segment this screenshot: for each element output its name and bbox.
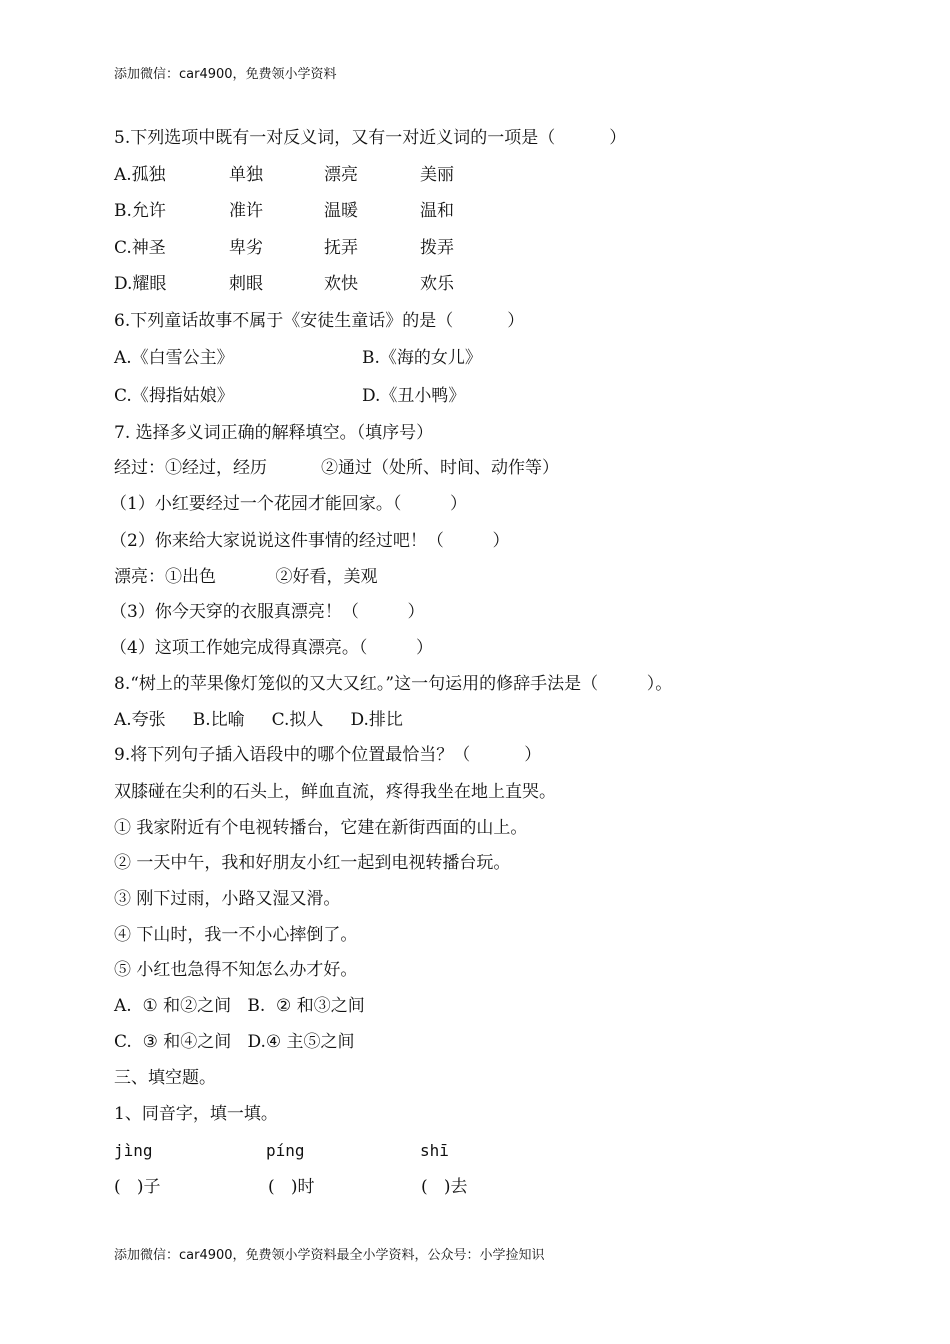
blank-jing: ( )子 <box>114 1177 161 1197</box>
q9-options-cd: C. ③ 和④之间 D.④ 主⑤之间 <box>114 1032 355 1052</box>
section-3-title: 三、填空题。 <box>114 1068 216 1088</box>
q5-option-a-word1: A.孤独 <box>114 165 166 185</box>
q6-option-d: D.《丑小鸭》 <box>362 386 466 406</box>
q5-option-d-word4: 欢乐 <box>420 274 454 294</box>
pinyin-shi: shī <box>420 1141 449 1160</box>
q5-option-c-word3: 抚弄 <box>324 238 358 258</box>
q9-item-4: ④ 下山时，我一不小心摔倒了。 <box>114 925 358 945</box>
q6-option-a: A.《白雪公主》 <box>114 348 234 368</box>
pinyin-jing: jìng <box>114 1141 153 1160</box>
q9-item-5: ⑤ 小红也急得不知怎么办才好。 <box>114 960 358 980</box>
q7-sentence-1: （1）小红要经过一个花园才能回家。（ ） <box>110 494 467 514</box>
q7-definition-jingguo: 经过：①经过，经历 ②通过（处所、时间、动作等） <box>114 458 560 478</box>
q5-option-b-word2: 准许 <box>229 201 263 221</box>
q9-stem: 9.将下列句子插入语段中的哪个位置最恰当？（ ） <box>114 745 542 765</box>
q5-option-d-word1: D.耀眼 <box>114 274 167 294</box>
q5-option-d-word2: 刺眼 <box>229 274 263 294</box>
q5-option-d-word3: 欢快 <box>324 274 358 294</box>
q6-option-c: C.《拇指姑娘》 <box>114 386 234 406</box>
blank-shi: ( )去 <box>421 1177 468 1197</box>
q5-option-c-word1: C.神圣 <box>114 238 166 258</box>
q8-stem: 8.“树上的苹果像灯笼似的又大又红。”这一句运用的修辞手法是（ ）。 <box>114 674 673 694</box>
q6-stem: 6.下列童话故事不属于《安徒生童话》的是（ ） <box>114 311 525 331</box>
q9-options-ab: A. ① 和②之间 B. ② 和③之间 <box>114 996 365 1016</box>
q5-option-a-word4: 美丽 <box>420 165 454 185</box>
q5-option-b-word4: 温和 <box>420 201 454 221</box>
page-footer-watermark: 添加微信：car4900，免费领小学资料最全小学资料，公众号：小学捡知识 <box>114 1248 545 1263</box>
q5-option-a-word2: 单独 <box>229 165 263 185</box>
q7-sentence-2: （2）你来给大家说说这件事情的经过吧！（ ） <box>110 531 510 551</box>
q5-option-c-word4: 拨弄 <box>420 238 454 258</box>
q5-stem: 5.下列选项中既有一对反义词，又有一对近义词的一项是（ ） <box>114 128 627 148</box>
q9-item-1: ① 我家附近有个电视转播台，它建在新街西面的山上。 <box>114 818 528 838</box>
q7-definition-piaoliang: 漂亮：①出色 ②好看，美观 <box>114 567 378 587</box>
page-header-watermark: 添加微信：car4900，免费领小学资料 <box>114 67 337 82</box>
q9-item-2: ② 一天中午，我和好朋友小红一起到电视转播台玩。 <box>114 853 511 873</box>
q5-option-b-word1: B.允许 <box>114 201 166 221</box>
section-3-q1-stem: 1、同音字，填一填。 <box>114 1104 278 1124</box>
q5-option-c-word2: 卑劣 <box>229 238 263 258</box>
q7-sentence-4: （4）这项工作她完成得真漂亮。（ ） <box>110 638 433 658</box>
q5-option-b-word3: 温暖 <box>324 201 358 221</box>
q9-insert-sentence: 双膝碰在尖利的石头上，鲜血直流，疼得我坐在地上直哭。 <box>114 782 556 802</box>
q7-stem: 7. 选择多义词正确的解释填空。（填序号） <box>114 423 434 443</box>
q7-sentence-3: （3）你今天穿的衣服真漂亮！（ ） <box>110 602 425 622</box>
q9-item-3: ③ 刚下过雨，小路又湿又滑。 <box>114 889 341 909</box>
q5-option-a-word3: 漂亮 <box>324 165 358 185</box>
blank-ping: ( )时 <box>268 1177 315 1197</box>
pinyin-ping: píng <box>266 1141 305 1160</box>
q8-options: A.夸张 B.比喻 C.拟人 D.排比 <box>114 710 403 730</box>
q6-option-b: B.《海的女儿》 <box>362 348 482 368</box>
